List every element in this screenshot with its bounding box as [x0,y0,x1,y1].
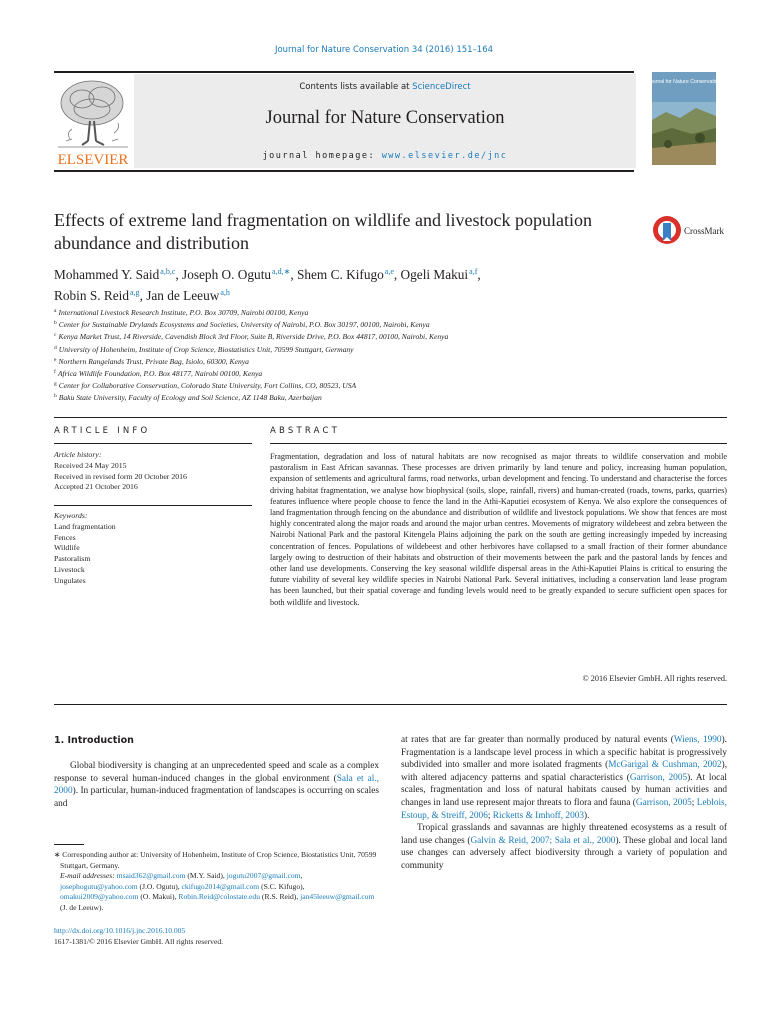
citation-link[interactable]: McGarigal & Cushman, 2002 [608,760,722,771]
article-title: Effects of extreme land fragmentation on wildlife and livestock population abundance and distribution [54,210,593,253]
citation-link[interactable]: Galvin & Reid, 2007; Sala et al., 2000 [470,835,616,846]
received-date: Received 24 May 2015 [54,460,127,470]
keywords-rule [54,505,252,506]
citation-link[interactable]: Garrison, 2005 [635,797,692,808]
keyword-item: Pastoralism [54,554,91,564]
journal-homepage-line [134,151,636,161]
affiliation-key: a [54,308,57,314]
affiliation-key: d [54,344,57,351]
body-text: ). These global and local land use changes can adversely affect biodiversity through a variety of population and community [401,835,728,871]
author-affiliation-marks[interactable]: a,d,∗ [272,267,291,276]
email-owner: (J. de Leeuw). [60,902,104,912]
author-affiliation-marks[interactable]: a,g [130,288,140,297]
affiliation-item [54,330,694,342]
email-link[interactable]: ckifugo2014@gmail.com [181,881,260,891]
section-divider [54,417,727,418]
author-name: Jan de Leeuw [146,288,220,303]
body-text: ; [691,797,697,808]
email-link[interactable]: jogutu2007@gmail.com [226,871,301,881]
author-name: Mohammed Y. Said [54,267,160,282]
intro-paragraph-1-continued [401,734,727,822]
crossmark-label: CrossMark [684,226,724,236]
author-affiliation-marks[interactable]: a,f [469,267,478,276]
affiliation-item [54,306,694,318]
affiliation-text: Center for Collaborative Conservation, Colorado State University, Fort Collins, CO, 80523, USA [58,381,357,391]
affiliation-key: e [54,356,57,363]
affiliation-item [54,391,694,403]
history-label: Article history: [54,450,102,459]
author-name: Robin S. Reid [54,288,129,303]
email-owner: (M.Y. Said), [185,871,227,881]
affiliation-item [54,379,694,391]
contents-line [134,82,636,92]
publisher-wordmark: ELSEVIER [57,152,129,168]
author-separator: , [290,267,297,282]
article-history [54,450,252,493]
body-text: at rates that are far greater than normally produced by natural events ( [401,735,674,745]
doi-block [54,926,379,947]
affiliation-item [54,343,694,355]
author-list [54,263,674,305]
email-owner: (S.C. Kifugo), [259,881,305,891]
journal-title: Journal for Nature Conservation [265,108,505,128]
author-name: Joseph O. Ogutu [182,267,272,282]
affiliation-item [54,367,694,379]
affiliation-key: g [54,381,57,388]
affiliation-text: Kenya Market Trust, 14 Riverside, Cavendish Block 3rd Floor, Suite B, Riverside Drive, P.O. Box 44817, 00100, Nairobi, Kenya [58,332,449,342]
abstract-copyright: © 2016 Elsevier GmbH. All rights reserved. [582,674,727,683]
citation-link[interactable]: Ricketts & Imhoff, 2003 [492,810,585,821]
affiliation-key: b [54,320,57,327]
body-text: ), with altered adjacency patterns and spatial characteristics ( [401,760,728,783]
journal-reference-link[interactable]: Journal for Nature Conservation 34 (2016) 151–164 [274,45,494,55]
footnote-rule [54,844,84,845]
revised-date: Received in revised form 20 October 2016 [54,471,187,481]
body-text: ). [584,810,590,821]
corresponding-mark: ∗ [54,850,61,859]
elsevier-logo [52,75,134,167]
affiliation-text: Center for Sustainable Drylands Ecosystems and Societies, University of Nairobi, P.O. Box 30197, 00100, Nairobi, Kenya [58,320,430,330]
contents-prefix: Contents lists available at [299,82,413,92]
email-link[interactable]: Robin.Reid@colostate.edu [178,892,261,902]
keyword-item: Land fragmentation [54,521,116,531]
elsevier-tree-icon [58,81,128,147]
email-addresses [54,871,379,913]
affiliation-item [54,318,694,330]
email-owner: (J.O. Ogutu), [137,881,182,891]
citation-link[interactable]: Garrison, 2005 [629,772,688,783]
body-text: ). At local scales, fragmentation and loss of natural habitats caused by human activities and changes in land use represent major threats to flora and fauna ( [401,772,727,808]
keywords-block [54,511,252,587]
sciencedirect-link[interactable]: ScienceDirect [412,82,471,92]
email-owner: , [300,871,303,881]
corresponding-author-text: Corresponding author at: University of Hohenheim, Institute of Crop Science, Biostatistics Unit, 70599 Stuttgart, Germany. [60,850,377,870]
footnotes [54,850,379,914]
abstract-rule [270,443,727,444]
email-owner: (R.S. Reid), [260,892,301,902]
body-text: ; [487,810,493,821]
cover-journal-title: Journal for Nature Conservation [647,79,721,85]
abstract-text: Fragmentation, degradation and loss of natural habitats are now recognised as major threats to wildlife conservation and mobile pastoralism in East African savannas. These processes are driven primarily by land tenure and policy, increasing human population, expansion of settlements and agricultural farms, road networks, urban development and fencing. To understand and characterise the forces driving habitat fragmentation, we analyse how biophysical (soils, slope, rainfall, rivers) and human-created (roads, towns, parks, quarries) features influence where people choose to fence the land in the Athi-Kaputiei ecosystem of Kenya. We also explore the consequences of land fragmentation through fencing on the abundance and distribution of wildlife and livestock populations. We show that fences are most highly concentrated along the major roads and around the major urban centres. Movements of migratory wildebeest and zebra between the Nairobi National Park and the pastoral Kitengela Plains adjoining the park on the south are getting increasingly impeded by increasing concentration of fences. Populations of wildebeest and other herbivores have collapsed to a small fraction of their former abundance largely owing to destruction of their habitats and obstruction of their movements between the park and the pastoral lands by fences and other land use developments. Conserving the key seasonal wildlife dispersal areas in the Athi-Kaputiei Plains is critical to ensuring the future viability of several key wildlife species in Nairobi National Park. Several initiatives, including a conservation land lease program has been launched, but their spatial coverage and funding levels would need to be greatly expanded to secure sufficient open spaces for both wildlife and livestock. [270,452,727,607]
email-label: E-mail addresses: [60,871,115,881]
keyword-item: Wildlife [54,543,80,553]
keywords-label: Keywords: [54,511,88,520]
affiliation-text: Northern Rangelands Trust, Private Bag, Isiolo, 60300, Kenya [58,356,249,366]
article-info-heading: ARTICLE INFO [54,426,151,436]
author-affiliation-marks[interactable]: a,h [220,288,230,297]
author-separator: , [175,267,183,282]
intro-paragraph-1 [54,760,379,810]
journal-cover-thumbnail[interactable] [647,72,721,165]
journal-homepage-link[interactable]: www.elsevier.de/jnc [381,151,508,161]
body-text: Global biodiversity is changing at an unprecedented speed and scale as a complex response to several human-induced changes in the global environment ( [54,761,379,784]
affiliation-list [54,306,694,404]
author-separator: , [139,288,147,303]
affiliation-key: c [54,332,57,339]
affiliation-key: h [54,393,57,400]
email-link[interactable]: omakui2009@yahoo.com [60,892,139,902]
affiliation-text: University of Hohenheim, Institute of Crop Science, Biostatistics Unit, 70599 Stuttgart, Germany [58,344,354,354]
affiliation-text: Baku State University, Faculty of Ecology and Soil Science, AZ 1148 Baku, Azerbaijan [58,393,322,403]
citation-link[interactable]: Sala et al., 2000 [54,773,380,797]
author-affiliation-marks[interactable]: a,e [384,267,394,276]
homepage-prefix: journal homepage: [262,151,382,161]
intro-column-2 [401,734,727,873]
corresponding-author-note [54,850,379,871]
email-link[interactable]: jan45leeuw@gmail.com [300,892,375,902]
intro-paragraph-2 [401,822,727,872]
keyword-item: Livestock [54,564,85,574]
crossmark-icon [653,216,681,244]
masthead-top-rule [54,71,634,73]
abstract-bottom-rule [54,704,727,705]
email-link[interactable]: josephogutu@yahoo.com [60,881,138,891]
author-affiliation-marks[interactable]: a,b,c [160,267,176,276]
doi-link[interactable]: http://dx.doi.org/10.1016/j.jnc.2016.10.005 [54,926,186,935]
affiliation-key: f [54,369,56,376]
abstract-heading: ABSTRACT [270,426,341,436]
affiliation-text: Africa Wildlife Foundation, P.O. Box 48177, Nairobi 00100, Kenya [57,369,263,379]
citation-link[interactable]: Leblois, Estoup, & Streiff, 2006 [401,797,727,821]
email-link[interactable]: msaid362@gmail.com [116,871,186,881]
keyword-item: Fences [54,532,76,542]
affiliation-text: International Livestock Research Institute, P.O. Box 30709, Nairobi 00100, Kenya [58,308,309,317]
issn-copyright: 1617-1381/© 2016 Elsevier GmbH. All rights reserved. [54,936,224,946]
article-info-rule [54,443,252,444]
author-name: Ogeli Makui [400,267,469,282]
citation-link[interactable]: Wiens, 1990 [673,735,722,745]
crossmark-badge[interactable] [652,214,732,246]
author-separator: , [477,267,481,282]
email-owner: (O. Makui), [138,892,179,902]
body-text: ). Fragmentation is a landscape level process in which a specific habitat is progressively subdivided into smaller and more isolated fragments ( [401,735,727,771]
body-text: Tropical grasslands and savannas are highly threatened ecosystems as a result of land use changes ( [401,823,727,846]
affiliation-item [54,355,694,367]
author-separator: , [393,267,401,282]
keyword-item: Ungulates [54,575,86,585]
accepted-date: Accepted 21 October 2016 [54,482,138,492]
author-name: Shem C. Kifugo [296,267,384,282]
introduction-heading: 1. Introduction [54,735,134,746]
body-text: ). In particular, human-induced fragmentation of landscapes is occurring on scales and [54,786,379,809]
masthead-bottom-rule [54,170,634,172]
